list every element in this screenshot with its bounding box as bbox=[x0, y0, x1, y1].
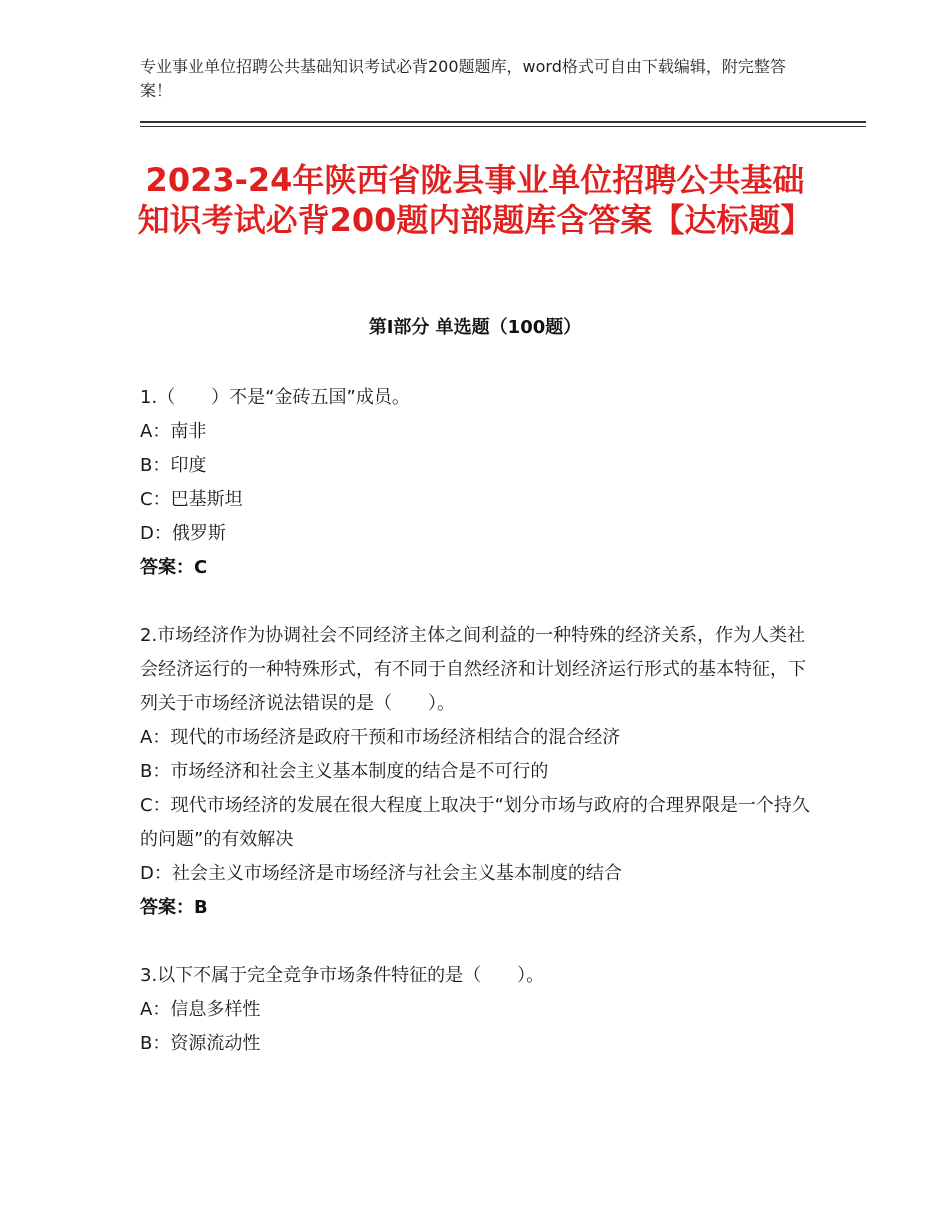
option-d: D：俄罗斯 bbox=[140, 523, 226, 544]
header-rule-thick bbox=[140, 121, 866, 123]
option-a: A：南非 bbox=[140, 421, 207, 442]
header-note: 专业事业单位招聘公共基础知识考试必背200题题库，word格式可自由下载编辑，附完整答案！ bbox=[140, 57, 786, 100]
answer-label: 答案：B bbox=[140, 897, 208, 918]
option-b: B：资源流动性 bbox=[140, 1033, 261, 1054]
question-stem: 3.以下不属于完全竞争市场条件特征的是（ ）。 bbox=[140, 965, 545, 986]
question-item bbox=[140, 619, 810, 925]
option-c: C：现代市场经济的发展在很大程度上取决于“划分市场与政府的合理界限是一个持久的问题”的有效解决 bbox=[140, 795, 810, 850]
option-b: B：市场经济和社会主义基本制度的结合是不可行的 bbox=[140, 761, 549, 782]
option-a: A：现代的市场经济是政府干预和市场经济相结合的混合经济 bbox=[140, 727, 621, 748]
section-heading: 第Ⅰ部分 单选题（100题） bbox=[368, 317, 582, 338]
header-rule-thin bbox=[140, 126, 866, 127]
answer-label: 答案：C bbox=[140, 557, 208, 578]
question-item bbox=[140, 381, 810, 585]
option-b: B：印度 bbox=[140, 455, 207, 476]
option-d: D：社会主义市场经济是市场经济与社会主义基本制度的结合 bbox=[140, 863, 622, 884]
question-stem: 2.市场经济作为协调社会不同经济主体之间利益的一种特殊的经济关系，作为人类社会经济运行的一种特殊形式，有不同于自然经济和计划经济运行形式的基本特征，下列关于市场经济说法错误的是（ ）。 bbox=[140, 625, 806, 714]
question-stem: 1.（ ）不是“金砖五国”成员。 bbox=[140, 387, 410, 408]
question-list bbox=[140, 381, 810, 1095]
option-a: A：信息多样性 bbox=[140, 999, 261, 1020]
option-c: C：巴基斯坦 bbox=[140, 489, 243, 510]
question-item bbox=[140, 959, 810, 1061]
document-title: 2023-24年陕西省陇县事业单位招聘公共基础知识考试必背200题内部题库含答案【达标题】 bbox=[137, 161, 813, 239]
